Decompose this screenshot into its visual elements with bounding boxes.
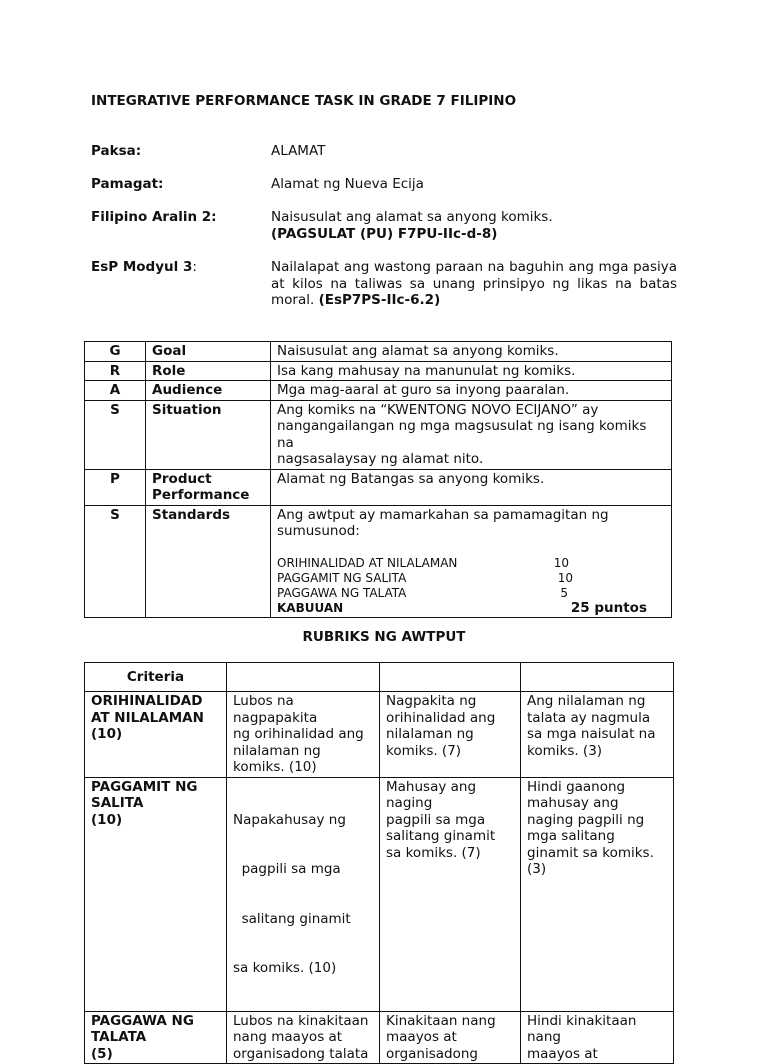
score-points: 5 <box>560 585 568 600</box>
cell-line: nang <box>527 1029 561 1045</box>
rubric-row-orihinalidad <box>85 692 674 778</box>
cell-line: mahusay ang <box>527 795 619 811</box>
total-label: KABUUAN <box>277 600 344 615</box>
grasps-letter: S <box>85 400 146 469</box>
aralin-description: Naisusulat ang alamat sa anyong komiks. <box>271 209 553 225</box>
cell-line: organisadong <box>386 1045 478 1062</box>
esp-code: (EsP7PS-IIc-6.2) <box>318 292 441 308</box>
score-row <box>277 586 568 601</box>
criteria-line: (10) <box>91 811 123 828</box>
rubric-cell <box>380 777 521 1011</box>
cell-line: naging <box>386 795 433 811</box>
rubric-criteria <box>85 1011 227 1064</box>
situation-line: na <box>277 434 294 451</box>
rubric-cell <box>521 777 674 1011</box>
cell-line: nang maayos at <box>233 1029 343 1045</box>
rubric-row-paggamit <box>85 777 674 1011</box>
cell-line: komiks. (10) <box>233 759 317 775</box>
criteria-line: SALITA <box>91 795 144 811</box>
aralin-value <box>271 209 677 242</box>
aralin-code: (PAGSULAT (PU) F7PU-IIc-d-8) <box>271 225 498 242</box>
grasps-value: Isa kang mahusay na manunulat ng komiks. <box>271 361 672 381</box>
grasps-value: Naisusulat ang alamat sa anyong komiks. <box>271 342 672 362</box>
rubric-header-cell <box>227 663 380 692</box>
criteria-line: ORIHINALIDAD <box>91 693 203 709</box>
cell-line: ginamit sa komiks. <box>527 844 654 861</box>
rubric-row-paggawa <box>85 1011 674 1064</box>
pamagat-value: Alamat ng Nueva Ecija <box>271 176 424 192</box>
grasps-letter: S <box>85 505 146 617</box>
grasps-key: Goal <box>146 342 271 362</box>
score-row <box>277 556 569 571</box>
rubric-cell <box>380 1011 521 1064</box>
cell-line: Napakahusay ng <box>233 811 346 828</box>
criteria-line: PAGGAMIT NG <box>91 778 198 795</box>
criteria-line: (10) <box>91 726 123 742</box>
grasps-key: Audience <box>146 381 271 401</box>
esp-label <box>91 259 197 275</box>
cell-line: Mahusay ang <box>386 778 477 795</box>
esp-value <box>271 259 677 309</box>
situation-line: nangangailangan ng mga magsusulat ng isang komiks <box>277 418 647 434</box>
cell-line: naging pagpili ng <box>527 811 645 828</box>
criteria-line: (5) <box>91 1045 113 1062</box>
grasps-value: Alamat ng Batangas sa anyong komiks. <box>271 469 672 505</box>
cell-line: sa mga naisulat na <box>527 726 656 742</box>
grasps-value <box>271 505 672 617</box>
cell-line: sa komiks. (10) <box>233 960 337 976</box>
cell-line: organisadong talata <box>233 1045 369 1062</box>
cell-line: maayos at <box>386 1029 457 1045</box>
cell-line: mga salitang <box>527 828 615 844</box>
cell-line: nilalaman ng <box>233 742 321 759</box>
rubric-table <box>84 662 674 1064</box>
cell-line: (3) <box>527 861 547 877</box>
cell-line: pagpili sa mga <box>386 811 486 828</box>
grasps-key: Standards <box>146 505 271 617</box>
pamagat-label: Pamagat: <box>91 176 164 192</box>
rubric-header-row <box>85 663 674 692</box>
grasps-key: Role <box>146 361 271 381</box>
rubric-header-cell <box>380 663 521 692</box>
cell-line: orihinalidad ang <box>386 709 496 726</box>
rubric-cell <box>227 777 380 1011</box>
score-label: PAGGAMIT NG SALITA <box>277 570 407 585</box>
grasps-row-goal <box>85 342 672 362</box>
grasps-key <box>146 469 271 505</box>
criteria-line: TALATA <box>91 1029 147 1045</box>
grasps-letter: A <box>85 381 146 401</box>
cell-line: ng orihinalidad ang <box>233 726 364 742</box>
grasps-value <box>271 400 672 469</box>
criteria-line: AT NILALAMAN <box>91 709 204 726</box>
rubric-criteria <box>85 777 227 1011</box>
product-key-line: Product <box>152 470 212 487</box>
cell-line: Lubos na kinakitaan <box>233 1012 369 1029</box>
grasps-row-role <box>85 361 672 381</box>
esp-label-text: EsP Modyul 3 <box>91 259 193 275</box>
esp-label-colon: : <box>192 259 197 275</box>
situation-line: nagsasalaysay ng alamat nito. <box>277 451 484 467</box>
cell-line: Hindi kinakitaan <box>527 1012 637 1029</box>
document-title: INTEGRATIVE PERFORMANCE TASK IN GRADE 7 FILIPINO <box>91 93 517 109</box>
rubric-header-criteria: Criteria <box>85 663 227 692</box>
cell-line: komiks. (7) <box>386 742 462 759</box>
grasps-table <box>84 341 672 618</box>
cell-line: Ang nilalaman ng <box>527 693 646 709</box>
grasps-value: Mga mag-aaral at guro sa inyong paaralan. <box>271 381 672 401</box>
product-key-line: Performance <box>152 487 250 503</box>
standards-line: Ang awtput ay mamarkahan sa pamamagitan ng <box>277 506 609 523</box>
standards-line: sumusunod: <box>277 523 360 539</box>
rubric-cell <box>227 1011 380 1064</box>
grasps-letter: R <box>85 361 146 381</box>
paksa-value: ALAMAT <box>271 143 326 159</box>
grasps-row-standards <box>85 505 672 617</box>
cell-line: komiks. (3) <box>527 742 603 759</box>
rubric-cell <box>380 692 521 778</box>
criteria-line: PAGGAWA NG <box>91 1012 194 1029</box>
cell-line: salitang ginamit <box>233 910 351 927</box>
grasps-letter: P <box>85 469 146 505</box>
rubric-cell <box>521 1011 674 1064</box>
cell-line: Kinakitaan nang <box>386 1012 496 1029</box>
grasps-letter: G <box>85 342 146 362</box>
score-label: ORIHINALIDAD AT NILALAMAN <box>277 555 458 570</box>
score-points: 10 <box>557 570 573 585</box>
situation-line: Ang komiks na “KWENTONG NOVO ECIJANO” ay <box>277 401 599 418</box>
rubric-cell <box>227 692 380 778</box>
cell-line: pagpili sa mga <box>233 861 341 877</box>
cell-line: Nagpakita ng <box>386 693 477 709</box>
cell-line: salitang ginamit <box>386 828 496 844</box>
paksa-label: Paksa: <box>91 143 142 159</box>
grasps-key: Situation <box>146 400 271 469</box>
rubric-title: RUBRIKS NG AWTPUT <box>302 629 466 645</box>
grasps-row-situation <box>85 400 672 469</box>
score-total-row <box>277 601 647 616</box>
rubric-cell <box>521 692 674 778</box>
rubric-criteria <box>85 692 227 778</box>
grasps-row-product <box>85 469 672 505</box>
cell-line: talata ay nagmula <box>527 709 651 726</box>
score-points: 10 <box>553 555 569 570</box>
cell-line: nagpapakita <box>233 709 318 726</box>
esp-description: Nailalapat ang wastong paraan na baguhin ang mga pasiya at kilos na taliwas sa unang prinsipyo ng likas na batas moral. <box>271 259 677 308</box>
cell-line: maayos at <box>527 1045 598 1062</box>
cell-line: Lubos na <box>233 693 294 709</box>
cell-line: Hindi gaanong <box>527 778 626 795</box>
total-points: 25 puntos <box>570 599 647 616</box>
score-label: PAGGAWA NG TALATA <box>277 585 407 600</box>
cell-line: nilalaman ng <box>386 726 474 742</box>
rubric-header-cell <box>521 663 674 692</box>
score-row <box>277 571 573 586</box>
grasps-row-audience <box>85 381 672 401</box>
cell-line: sa komiks. (7) <box>386 844 481 861</box>
aralin-label: Filipino Aralin 2: <box>91 209 217 225</box>
